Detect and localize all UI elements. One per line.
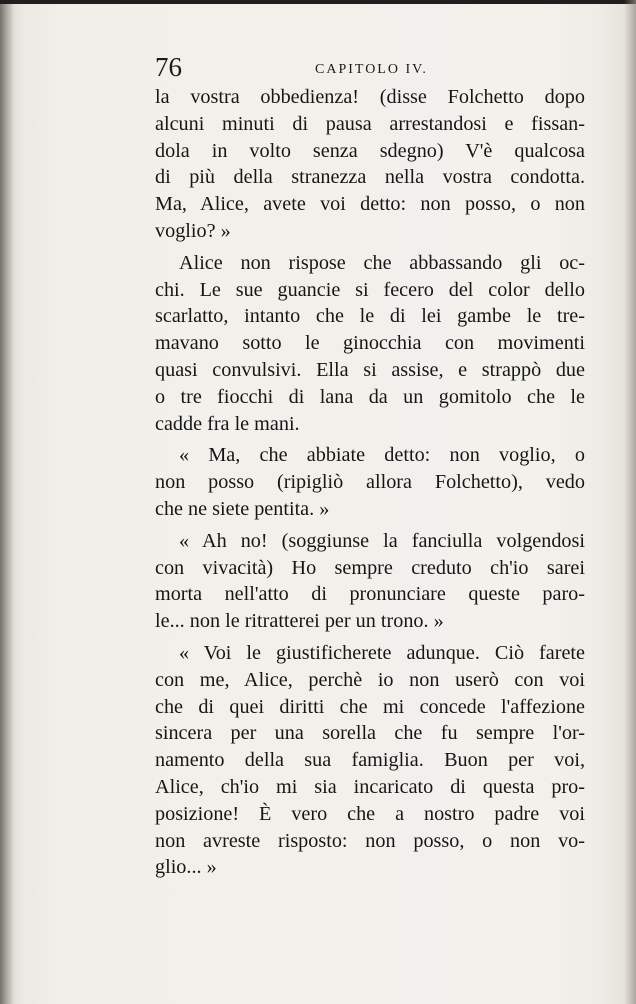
text-line: scarlatto, intanto che le di lei gambe le tre- (155, 305, 585, 328)
text-line: Alice non rispose che abbassando gli oc- (179, 251, 585, 274)
text-line: non posso (ripigliò allora Folchetto), vedo (155, 471, 585, 494)
text-line: « Voi le giustificherete adunque. Ciò farete (179, 641, 585, 664)
text-line: cadde fra le mani. (155, 412, 300, 435)
text-line: quasi convulsivi. Ella si assise, e strappò due (155, 358, 585, 381)
text-line: voglio? » (155, 219, 231, 242)
text-line: glio... » (155, 856, 217, 879)
text-line: posizione! È vero che a nostro padre voi (155, 802, 585, 825)
text-line: Alice, ch'io mi sia incaricato di questa pro- (155, 775, 585, 798)
text-line: non avreste risposto: non posso, o non vo- (155, 829, 585, 852)
text-line: « Ma, che abbiate detto: non voglio, o (179, 444, 585, 467)
text-line: « Ah no! (soggiunse la fanciulla volgendosi (179, 529, 585, 552)
page-header (155, 52, 585, 88)
text-line: con vivacità) Ho sempre creduto ch'io sarei (155, 556, 585, 579)
paragraph-1 (155, 84, 585, 245)
text-line: che ne siete pentita. » (155, 497, 330, 520)
text-line: chi. Le sue guancie si fecero del color dello (155, 278, 585, 301)
paragraph-2 (155, 250, 585, 438)
page-edge (624, 0, 636, 1004)
text-line: con me, Alice, perchè io non userò con voi (155, 668, 585, 691)
text-line: Ma, Alice, avete voi detto: non posso, o non (155, 193, 585, 216)
top-edge (0, 0, 636, 4)
paragraph-3 (155, 442, 585, 522)
text-line: o tre fiocchi di lana da un gomitolo che le (155, 385, 585, 408)
text-line: dola in volto senza sdegno) V'è qualcosa (155, 139, 585, 162)
text-line: alcuni minuti di pausa arrestandosi e fissan- (155, 112, 585, 135)
running-head: CAPITOLO IV. (315, 62, 428, 77)
paragraph-4 (155, 528, 585, 635)
text-line: namento della sua famiglia. Buon per voi, (155, 749, 585, 772)
page-number: 76 (155, 52, 182, 82)
text-line: la vostra obbedienza! (disse Folchetto dopo (155, 86, 585, 108)
body-text (155, 84, 585, 886)
text-line: morta nell'atto di pronunciare queste paro- (155, 583, 585, 606)
text-line: che di quei diritti che mi concede l'affezione (155, 695, 585, 718)
text-line: di più della stranezza nella vostra condotta. (155, 166, 585, 189)
text-line: sincera per una sorella che fu sempre l'or- (155, 722, 585, 745)
text-line: le... non le ritratterei per un trono. » (155, 610, 444, 633)
paragraph-5 (155, 640, 585, 881)
binding-shadow (0, 0, 14, 1004)
text-line: mavano sotto le ginocchia con movimenti (155, 332, 585, 355)
